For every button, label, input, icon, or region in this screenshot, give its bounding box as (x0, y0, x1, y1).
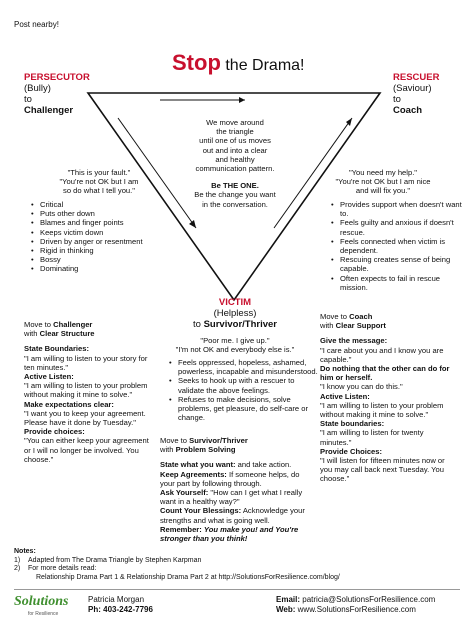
victim-traits (166, 358, 318, 422)
with-label: with (160, 445, 174, 455)
trait-item: • Provides support when doesn't want to. (340, 200, 465, 218)
persecutor-traits (28, 200, 160, 274)
trait-item: • Puts other down (40, 209, 160, 218)
note-number: 1) (14, 556, 21, 564)
phone: 403-242-7796 (103, 605, 153, 614)
trait-item: • Feels guilty and anxious if doesn't rescue. (340, 218, 465, 236)
author-name: Patricia Morgan (88, 595, 145, 604)
email-link[interactable]: patricia@SolutionsForResilience.com (302, 595, 436, 604)
item-text: "I am willing to listen to your story for ten minutes." (24, 353, 148, 372)
trait-item: • Keeps victim down (40, 228, 160, 237)
be-the-one: Be THE ONE. (211, 181, 259, 191)
move-label: Move to (320, 312, 348, 321)
note-text: Adapted from The Drama Triangle by Stephen Karpman (28, 556, 202, 564)
item-head: Count Your Blessings: (160, 506, 242, 516)
victim-label (160, 297, 310, 330)
top-note: Post nearby! (14, 20, 59, 29)
notes-label: Notes: (14, 548, 36, 555)
challenger-target: Challenger (53, 320, 93, 329)
item-text: "I will listen for fifteen minutes now or you may call back next Tuesday. You choose." (320, 456, 445, 484)
victim-to: to (193, 319, 201, 330)
quote-line: "I'm not OK and everybody else is." (175, 345, 295, 355)
survivor-target: Survivor/Thriver (189, 436, 248, 445)
center-line: until one of us moves (199, 136, 271, 146)
quote-line: and will fix you." (355, 186, 411, 196)
item-text: You make you! and You're stronger than you think! (160, 524, 299, 544)
center-line: in the conversation. (202, 199, 268, 209)
rescuer-to: to (393, 94, 401, 105)
contact-name (88, 595, 153, 615)
victim-name: VICTIM (218, 297, 252, 308)
rescuer-alias: (Saviour) (393, 83, 432, 94)
victim-alias: (Helpless) (213, 308, 257, 319)
item-text: If someone helps, do your part by following through. (160, 469, 300, 488)
trait-item: • Feels oppressed, hopeless, ashamed, powerless, incapable and misunderstood. (178, 358, 318, 376)
center-line: and healthy (215, 154, 255, 164)
item-head: State what you want: (160, 460, 236, 470)
persecutor-alias: (Bully) (24, 83, 51, 94)
web-label: Web: (276, 605, 296, 614)
footer (14, 589, 460, 620)
contact-web (276, 595, 460, 615)
item-head: Remember: (160, 524, 202, 534)
rescuer-traits (328, 200, 465, 292)
notes (14, 548, 454, 582)
item-text: "How can I get what I really want in a healthy way?" (160, 488, 303, 507)
note-number: 2) (14, 565, 21, 573)
rescuer-name: RESCUER (393, 72, 440, 83)
item-head: Active Listen: (320, 391, 370, 401)
item-head: Do nothing that the other can do for him or herself. (320, 364, 450, 383)
item-head: State Boundaries: (24, 344, 89, 354)
rescuer-quotes (308, 168, 458, 196)
coach-how: Clear Support (335, 321, 386, 331)
item-text: Acknowledge your strengths and what is going well. (160, 506, 305, 525)
title-rest: the Drama! (225, 57, 305, 74)
item-head: Provide choices: (24, 427, 85, 437)
rescuer-target: Coach (393, 105, 423, 116)
survivor-how: Problem Solving (175, 445, 236, 455)
persecutor-quotes (34, 168, 164, 196)
move-label: Move to (24, 320, 52, 329)
coach-section (320, 312, 456, 484)
move-label: Move to (160, 436, 188, 445)
center-line: out and into a clear (202, 145, 268, 155)
survivor-section (160, 436, 310, 543)
trait-item: • Seeks to hook up with a rescuer to validate the above feelings. (178, 376, 318, 394)
trait-item: • Rigid in thinking (40, 246, 160, 255)
trait-item: • Blames and finger points (40, 218, 160, 227)
center-line: We move around (206, 118, 264, 127)
item-head: Keep Agreements: (160, 469, 227, 479)
challenger-how: Clear Structure (39, 329, 95, 339)
center-line: communication pattern. (195, 164, 275, 174)
item-text: and take action. (237, 460, 292, 470)
with-label: with (320, 321, 334, 331)
item-text: "I know you can do this." (320, 382, 403, 392)
rescuer-label (393, 72, 439, 116)
trait-item: • Feels connected when victim is dependent. (340, 237, 465, 255)
item-head: Ask Yourself: (160, 488, 209, 498)
quote-line: so do what I tell you." (63, 186, 135, 196)
quote-line: "You need my help." (348, 168, 418, 177)
item-head: Active Listen: (24, 372, 74, 382)
trait-item: • Often expects to fail in rescue mission. (340, 274, 465, 292)
persecutor-to: to (24, 94, 32, 105)
trait-item: • Refuses to make decisions, solve problems, get pleasure, do self-care or change. (178, 395, 318, 423)
center-line: Be the change you want (194, 190, 276, 200)
title-stop: Stop (172, 50, 221, 75)
coach-target: Coach (349, 312, 373, 321)
quote-line: "You're not OK but I am nice (335, 177, 431, 187)
trait-item: • Rescuing creates sense of being capable. (340, 255, 465, 273)
item-text: "You can either keep your agreement or I will no longer be involved. You choose." (24, 436, 149, 464)
item-text: "I am willing to listen to your problem without making it mine to solve." (320, 400, 444, 420)
web-link[interactable]: www.SolutionsForResilience.com (297, 605, 416, 614)
persecutor-label (24, 72, 90, 116)
item-head: Make expectations clear: (24, 399, 114, 409)
victim-target: Survivor/Thriver (203, 319, 277, 330)
quote-line: "You're not OK but I am (59, 177, 139, 187)
trait-item: • Dominating (40, 264, 160, 273)
challenger-section (24, 320, 156, 464)
trait-item: • Critical (40, 200, 160, 209)
quote-line: "Poor me. I give up." (200, 336, 270, 345)
item-text: "I care about you and I know you are capable." (320, 345, 444, 364)
item-head: State boundaries: (320, 419, 385, 429)
logo-subtitle: for Resilience (28, 611, 59, 617)
phone-label: Ph: (88, 605, 101, 614)
item-text: "I want you to keep your agreement. Please have it done by Tuesday." (24, 408, 146, 428)
victim-quotes (155, 336, 315, 354)
persecutor-target: Challenger (24, 105, 74, 116)
item-text: "I am willing to listen for twenty minutes." (320, 428, 424, 447)
email-label: Email: (276, 595, 301, 604)
with-label: with (24, 329, 38, 339)
trait-item: • Bossy (40, 255, 160, 264)
item-head: Provide Choices: (320, 446, 383, 456)
note-text: For more details read: (28, 565, 97, 573)
item-head: Give the message: (320, 336, 388, 346)
center-text (176, 118, 294, 209)
note-link-line: Relationship Drama Part 1 & Relationship Drama Part 2 at http://SolutionsForResilience.com/blog/ (36, 573, 340, 581)
trait-item: • Driven by anger or resentment (40, 237, 160, 246)
item-text: "I am willing to listen to your problem without making it mine to solve." (24, 381, 148, 400)
solutions-logo: Solutions (14, 594, 69, 609)
center-line: the triangle (216, 127, 254, 137)
quote-line: "This is your fault." (67, 168, 131, 177)
persecutor-name: PERSECUTOR (24, 72, 90, 83)
